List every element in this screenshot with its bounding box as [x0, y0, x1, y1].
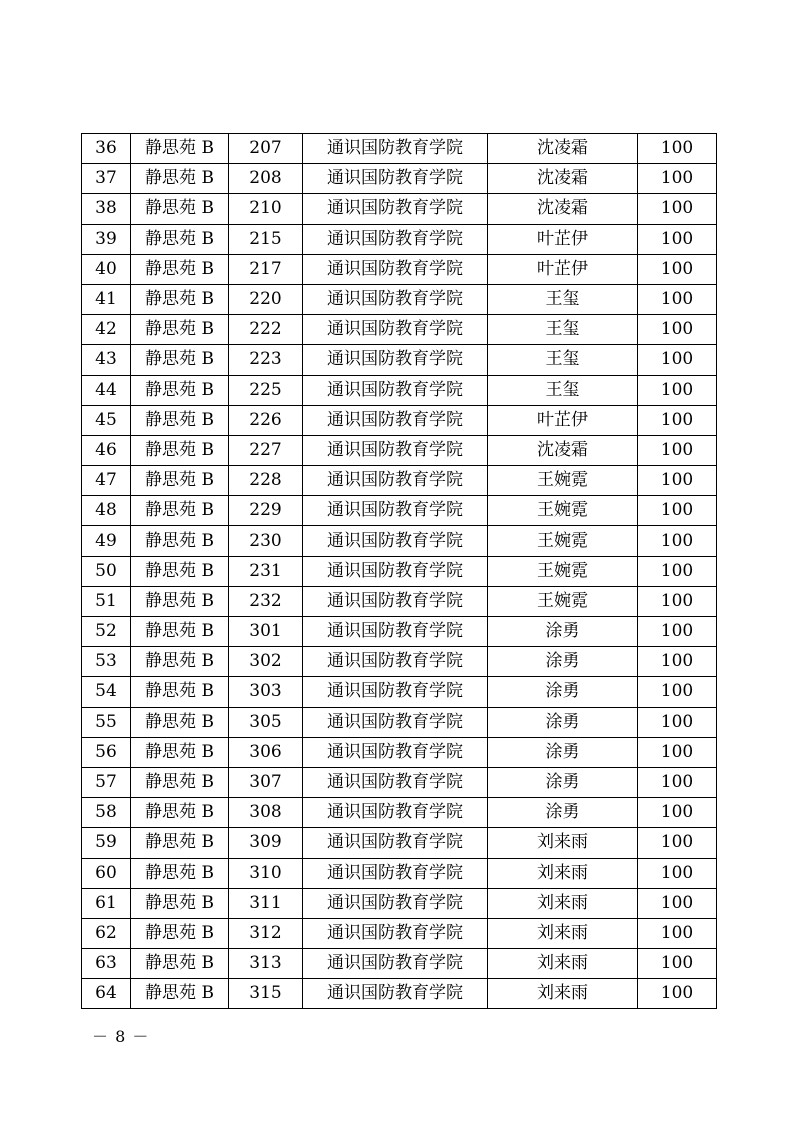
college-cell: 通识国防教育学院 [303, 284, 488, 314]
college-cell: 通识国防教育学院 [303, 254, 488, 284]
row-number-cell: 42 [82, 315, 131, 345]
building-cell: 静思苑 B [131, 194, 229, 224]
score-cell: 100 [638, 617, 717, 647]
score-cell: 100 [638, 526, 717, 556]
room-cell: 231 [229, 556, 303, 586]
building-cell: 静思苑 B [131, 254, 229, 284]
room-cell: 312 [229, 918, 303, 948]
table-row [82, 375, 717, 405]
score-cell: 100 [638, 315, 717, 345]
row-number-cell: 44 [82, 375, 131, 405]
row-number-cell: 48 [82, 496, 131, 526]
score-cell: 100 [638, 647, 717, 677]
inspector-cell: 王婉霓 [488, 526, 638, 556]
room-cell: 230 [229, 526, 303, 556]
inspector-cell: 沈凌霜 [488, 194, 638, 224]
building-cell: 静思苑 B [131, 556, 229, 586]
table-row [82, 466, 717, 496]
page-number: － 8 － [92, 1027, 150, 1046]
college-cell: 通识国防教育学院 [303, 466, 488, 496]
room-cell: 215 [229, 224, 303, 254]
inspector-cell: 刘来雨 [488, 918, 638, 948]
college-cell: 通识国防教育学院 [303, 315, 488, 345]
row-number-cell: 50 [82, 556, 131, 586]
building-cell: 静思苑 B [131, 767, 229, 797]
inspector-cell: 王玺 [488, 345, 638, 375]
college-cell: 通识国防教育学院 [303, 949, 488, 979]
row-number-cell: 41 [82, 284, 131, 314]
score-cell: 100 [638, 496, 717, 526]
room-cell: 207 [229, 134, 303, 164]
row-number-cell: 64 [82, 979, 131, 1009]
room-cell: 208 [229, 164, 303, 194]
table-row [82, 918, 717, 948]
room-cell: 311 [229, 888, 303, 918]
inspector-cell: 刘来雨 [488, 828, 638, 858]
building-cell: 静思苑 B [131, 918, 229, 948]
table-row [82, 556, 717, 586]
inspector-cell: 涂勇 [488, 767, 638, 797]
college-cell: 通识国防教育学院 [303, 345, 488, 375]
row-number-cell: 61 [82, 888, 131, 918]
table-row [82, 888, 717, 918]
table-row [82, 345, 717, 375]
score-cell: 100 [638, 284, 717, 314]
table-row [82, 798, 717, 828]
score-cell: 100 [638, 466, 717, 496]
table-row [82, 164, 717, 194]
score-cell: 100 [638, 949, 717, 979]
building-cell: 静思苑 B [131, 466, 229, 496]
score-cell: 100 [638, 707, 717, 737]
college-cell: 通识国防教育学院 [303, 405, 488, 435]
college-cell: 通识国防教育学院 [303, 707, 488, 737]
building-cell: 静思苑 B [131, 284, 229, 314]
college-cell: 通识国防教育学院 [303, 134, 488, 164]
room-cell: 222 [229, 315, 303, 345]
table-row [82, 617, 717, 647]
score-cell: 100 [638, 194, 717, 224]
building-cell: 静思苑 B [131, 405, 229, 435]
row-number-cell: 58 [82, 798, 131, 828]
room-cell: 225 [229, 375, 303, 405]
room-cell: 301 [229, 617, 303, 647]
college-cell: 通识国防教育学院 [303, 858, 488, 888]
table-row [82, 707, 717, 737]
college-cell: 通识国防教育学院 [303, 224, 488, 254]
table-row [82, 315, 717, 345]
table-row [82, 586, 717, 616]
room-cell: 303 [229, 677, 303, 707]
inspector-cell: 刘来雨 [488, 949, 638, 979]
table-row [82, 435, 717, 465]
building-cell: 静思苑 B [131, 586, 229, 616]
room-cell: 309 [229, 828, 303, 858]
score-cell: 100 [638, 556, 717, 586]
building-cell: 静思苑 B [131, 949, 229, 979]
inspector-cell: 沈凌霜 [488, 435, 638, 465]
room-cell: 310 [229, 858, 303, 888]
row-number-cell: 55 [82, 707, 131, 737]
score-cell: 100 [638, 918, 717, 948]
building-cell: 静思苑 B [131, 647, 229, 677]
row-number-cell: 45 [82, 405, 131, 435]
table-row [82, 405, 717, 435]
college-cell: 通识国防教育学院 [303, 194, 488, 224]
row-number-cell: 52 [82, 617, 131, 647]
table-row [82, 737, 717, 767]
building-cell: 静思苑 B [131, 496, 229, 526]
college-cell: 通识国防教育学院 [303, 888, 488, 918]
score-cell: 100 [638, 375, 717, 405]
table-row [82, 224, 717, 254]
building-cell: 静思苑 B [131, 737, 229, 767]
room-cell: 306 [229, 737, 303, 767]
score-cell: 100 [638, 737, 717, 767]
inspector-cell: 涂勇 [488, 737, 638, 767]
room-cell: 220 [229, 284, 303, 314]
inspector-cell: 叶芷伊 [488, 224, 638, 254]
building-cell: 静思苑 B [131, 617, 229, 647]
room-cell: 308 [229, 798, 303, 828]
room-cell: 226 [229, 405, 303, 435]
room-cell: 302 [229, 647, 303, 677]
row-number-cell: 57 [82, 767, 131, 797]
building-cell: 静思苑 B [131, 677, 229, 707]
building-cell: 静思苑 B [131, 526, 229, 556]
building-cell: 静思苑 B [131, 375, 229, 405]
inspector-cell: 沈凌霜 [488, 134, 638, 164]
college-cell: 通识国防教育学院 [303, 526, 488, 556]
inspector-cell: 王婉霓 [488, 496, 638, 526]
inspector-cell: 涂勇 [488, 617, 638, 647]
score-cell: 100 [638, 405, 717, 435]
score-cell: 100 [638, 828, 717, 858]
college-cell: 通识国防教育学院 [303, 767, 488, 797]
inspector-cell: 涂勇 [488, 677, 638, 707]
college-cell: 通识国防教育学院 [303, 375, 488, 405]
table-row [82, 526, 717, 556]
score-cell: 100 [638, 888, 717, 918]
score-cell: 100 [638, 586, 717, 616]
table-row [82, 949, 717, 979]
row-number-cell: 37 [82, 164, 131, 194]
row-number-cell: 56 [82, 737, 131, 767]
college-cell: 通识国防教育学院 [303, 677, 488, 707]
score-cell: 100 [638, 254, 717, 284]
table-row [82, 828, 717, 858]
college-cell: 通识国防教育学院 [303, 496, 488, 526]
row-number-cell: 53 [82, 647, 131, 677]
building-cell: 静思苑 B [131, 435, 229, 465]
table-row [82, 677, 717, 707]
room-cell: 313 [229, 949, 303, 979]
college-cell: 通识国防教育学院 [303, 798, 488, 828]
college-cell: 通识国防教育学院 [303, 556, 488, 586]
college-cell: 通识国防教育学院 [303, 737, 488, 767]
building-cell: 静思苑 B [131, 828, 229, 858]
room-cell: 229 [229, 496, 303, 526]
row-number-cell: 59 [82, 828, 131, 858]
inspector-cell: 刘来雨 [488, 979, 638, 1009]
score-cell: 100 [638, 767, 717, 797]
college-cell: 通识国防教育学院 [303, 164, 488, 194]
building-cell: 静思苑 B [131, 345, 229, 375]
inspector-cell: 叶芷伊 [488, 254, 638, 284]
room-cell: 223 [229, 345, 303, 375]
college-cell: 通识国防教育学院 [303, 586, 488, 616]
college-cell: 通识国防教育学院 [303, 918, 488, 948]
college-cell: 通识国防教育学院 [303, 435, 488, 465]
inspector-cell: 王玺 [488, 284, 638, 314]
inspector-cell: 涂勇 [488, 798, 638, 828]
inspector-cell: 刘来雨 [488, 858, 638, 888]
row-number-cell: 36 [82, 134, 131, 164]
score-table [81, 133, 717, 1009]
table-row [82, 496, 717, 526]
inspector-cell: 王玺 [488, 315, 638, 345]
college-cell: 通识国防教育学院 [303, 647, 488, 677]
college-cell: 通识国防教育学院 [303, 617, 488, 647]
row-number-cell: 43 [82, 345, 131, 375]
score-table-body [82, 134, 717, 1009]
building-cell: 静思苑 B [131, 798, 229, 828]
score-cell: 100 [638, 345, 717, 375]
room-cell: 217 [229, 254, 303, 284]
inspector-cell: 沈凌霜 [488, 164, 638, 194]
inspector-cell: 王婉霓 [488, 556, 638, 586]
score-cell: 100 [638, 164, 717, 194]
score-cell: 100 [638, 677, 717, 707]
table-row [82, 858, 717, 888]
row-number-cell: 49 [82, 526, 131, 556]
building-cell: 静思苑 B [131, 164, 229, 194]
room-cell: 315 [229, 979, 303, 1009]
row-number-cell: 51 [82, 586, 131, 616]
college-cell: 通识国防教育学院 [303, 828, 488, 858]
row-number-cell: 39 [82, 224, 131, 254]
row-number-cell: 38 [82, 194, 131, 224]
room-cell: 228 [229, 466, 303, 496]
building-cell: 静思苑 B [131, 224, 229, 254]
score-cell: 100 [638, 435, 717, 465]
building-cell: 静思苑 B [131, 707, 229, 737]
building-cell: 静思苑 B [131, 315, 229, 345]
row-number-cell: 47 [82, 466, 131, 496]
building-cell: 静思苑 B [131, 888, 229, 918]
table-row [82, 979, 717, 1009]
inspector-cell: 叶芷伊 [488, 405, 638, 435]
building-cell: 静思苑 B [131, 979, 229, 1009]
score-cell: 100 [638, 858, 717, 888]
college-cell: 通识国防教育学院 [303, 979, 488, 1009]
row-number-cell: 63 [82, 949, 131, 979]
inspector-cell: 涂勇 [488, 647, 638, 677]
score-cell: 100 [638, 224, 717, 254]
table-row [82, 767, 717, 797]
inspector-cell: 王玺 [488, 375, 638, 405]
room-cell: 227 [229, 435, 303, 465]
score-cell: 100 [638, 134, 717, 164]
room-cell: 305 [229, 707, 303, 737]
inspector-cell: 涂勇 [488, 707, 638, 737]
building-cell: 静思苑 B [131, 858, 229, 888]
row-number-cell: 40 [82, 254, 131, 284]
row-number-cell: 54 [82, 677, 131, 707]
table-row [82, 254, 717, 284]
row-number-cell: 60 [82, 858, 131, 888]
table-row [82, 284, 717, 314]
inspector-cell: 王婉霓 [488, 586, 638, 616]
table-row [82, 134, 717, 164]
score-cell: 100 [638, 798, 717, 828]
room-cell: 232 [229, 586, 303, 616]
inspector-cell: 王婉霓 [488, 466, 638, 496]
room-cell: 307 [229, 767, 303, 797]
row-number-cell: 62 [82, 918, 131, 948]
room-cell: 210 [229, 194, 303, 224]
table-row [82, 647, 717, 677]
inspector-cell: 刘来雨 [488, 888, 638, 918]
row-number-cell: 46 [82, 435, 131, 465]
score-cell: 100 [638, 979, 717, 1009]
table-row [82, 194, 717, 224]
building-cell: 静思苑 B [131, 134, 229, 164]
